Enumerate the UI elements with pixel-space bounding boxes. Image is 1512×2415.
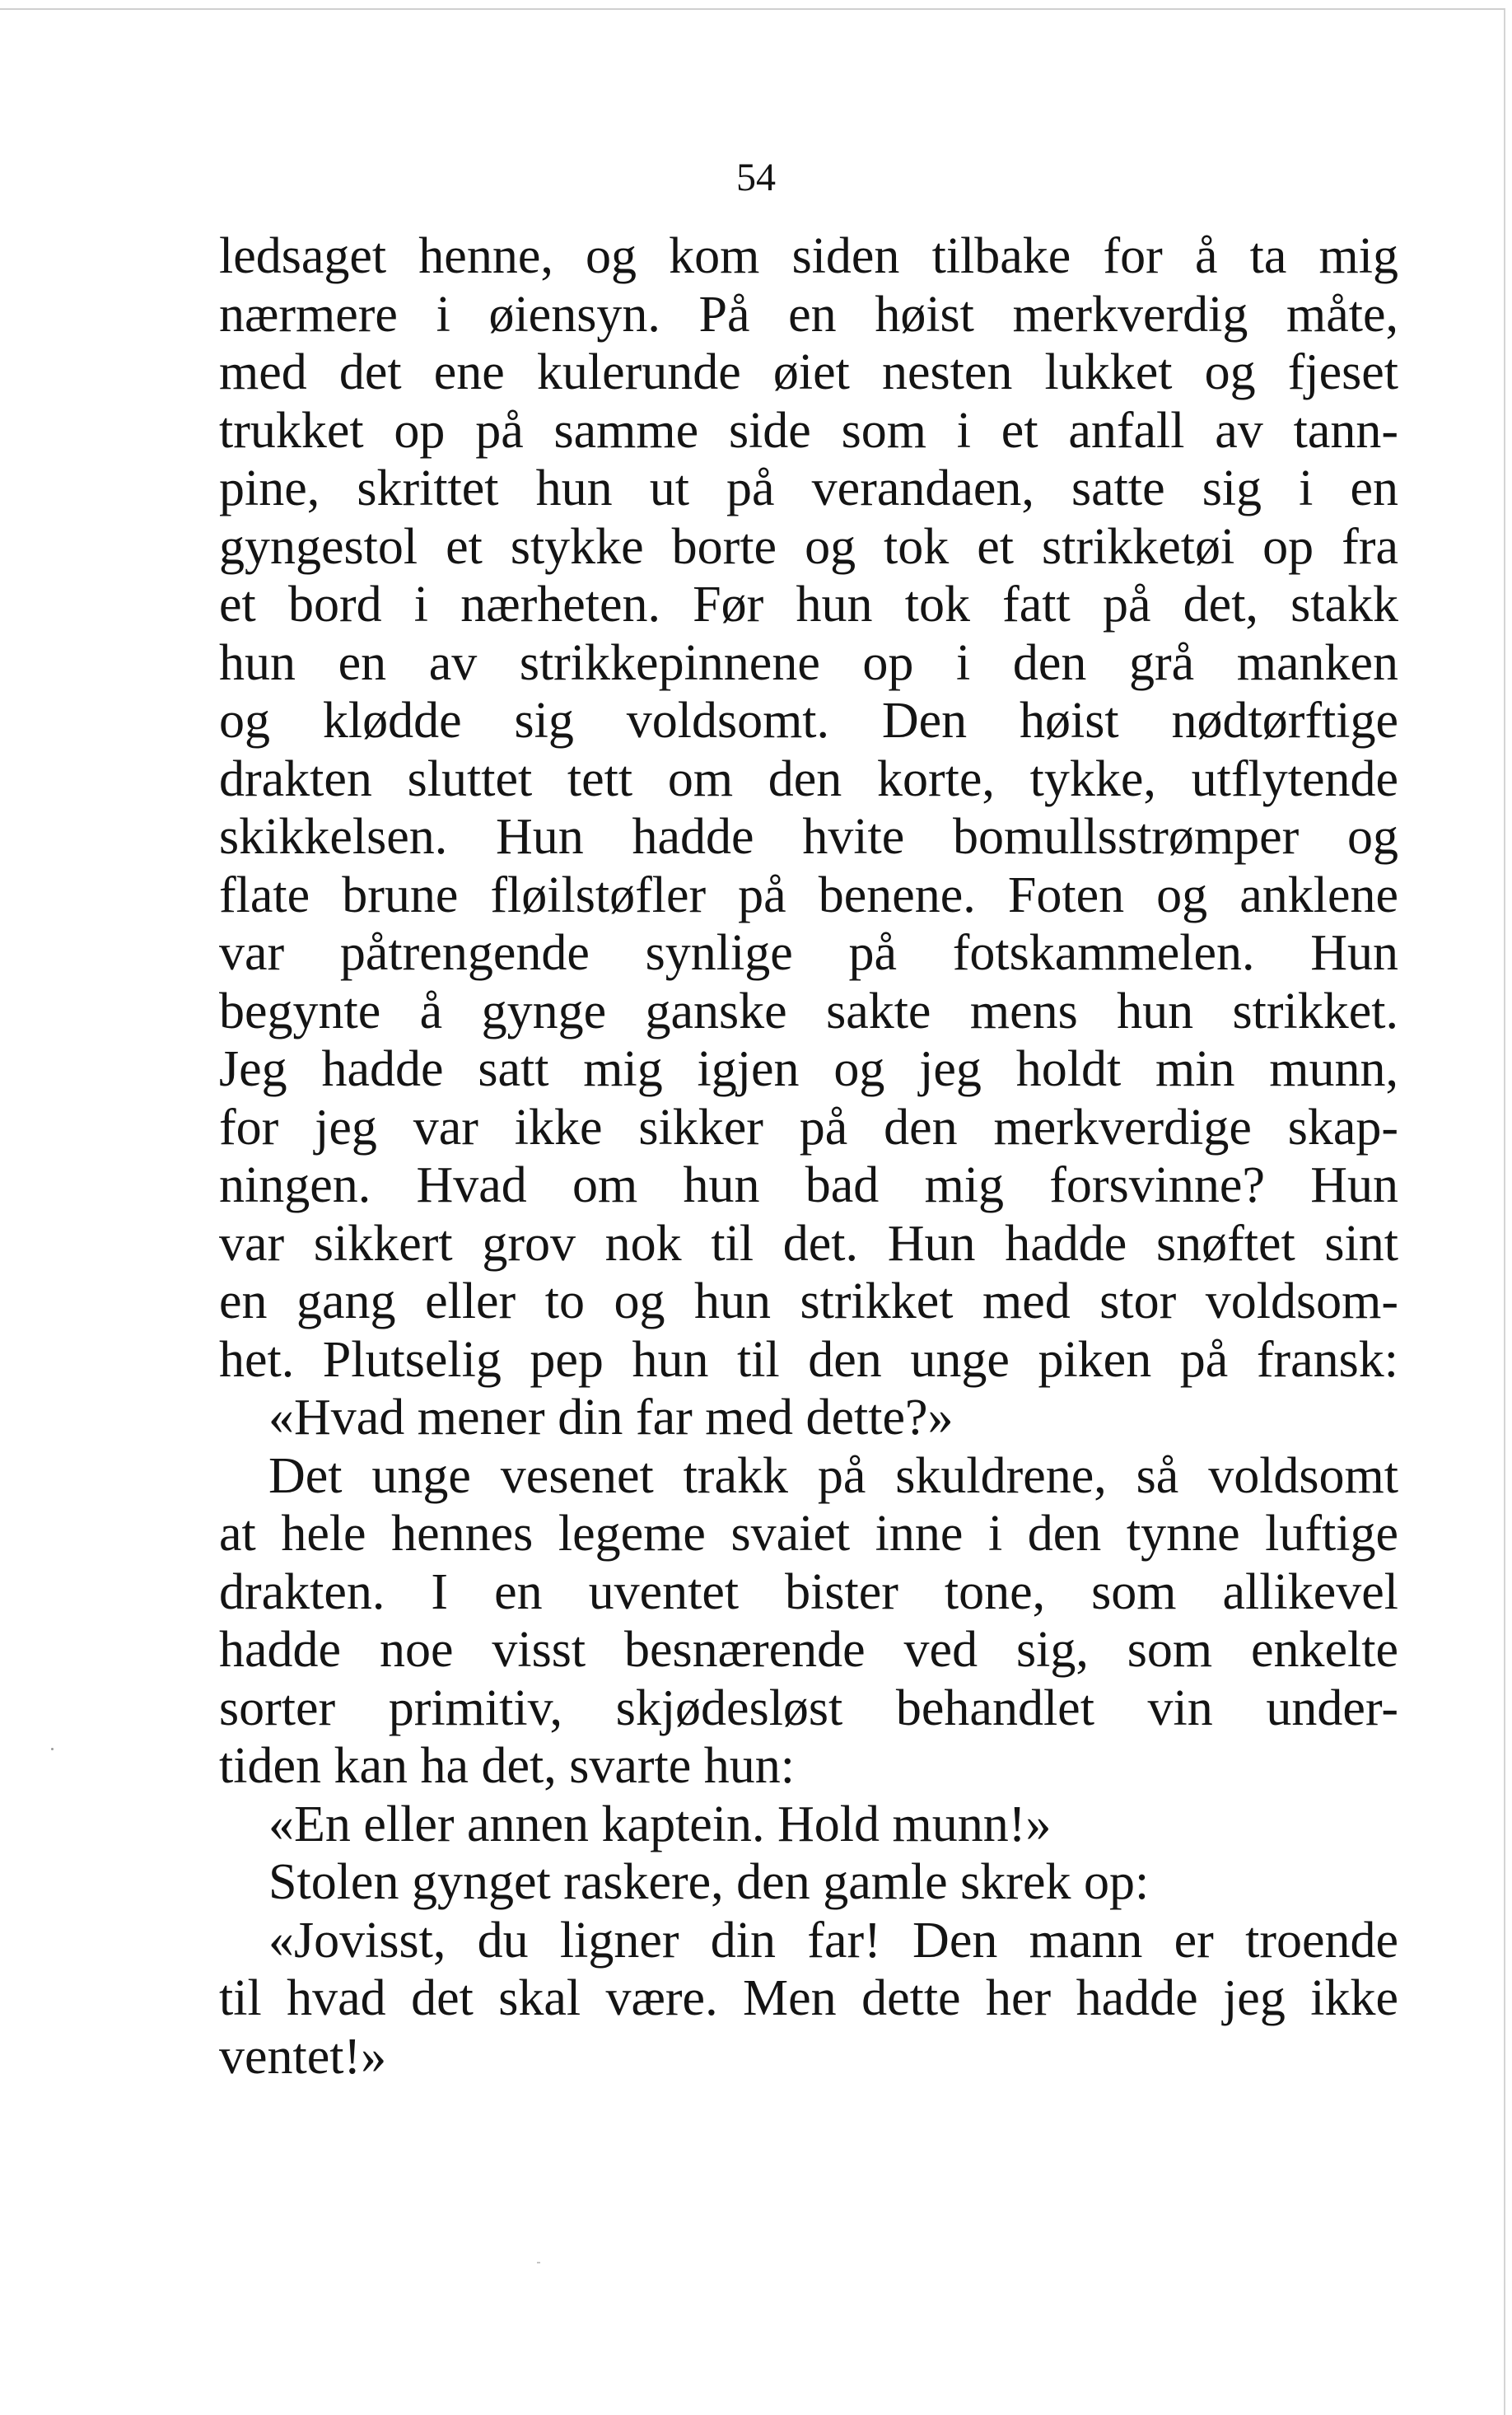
text-line: flate brune fløilstøfler på benene. Foten og anklene bbox=[219, 867, 1398, 923]
text-line: begynte å gynge ganske sakte mens hun strikket. bbox=[219, 983, 1398, 1039]
text-line: og klødde sig voldsomt. Den høist nødtørftige bbox=[219, 693, 1398, 749]
text-line: hun en av strikkepinnene op i den grå manken bbox=[219, 634, 1398, 691]
text-line: for jeg var ikke sikker på den merkverdige skap- bbox=[219, 1099, 1398, 1156]
page-number: 54 bbox=[736, 156, 776, 199]
body-text bbox=[219, 227, 1398, 2086]
text-line: drakten sluttet tett om den korte, tykke, utflytende bbox=[219, 750, 1398, 807]
text-line: trukket op på samme side som i et anfall av tann- bbox=[219, 402, 1398, 459]
text-line: skikkelsen. Hun hadde hvite bomullsstrømper og bbox=[219, 809, 1398, 865]
paper-speck bbox=[537, 2262, 540, 2263]
text-line: var påtrengende synlige på fotskammelen. Hun bbox=[219, 925, 1398, 981]
text-line: at hele hennes legeme svaiet inne i den tynne luftige bbox=[219, 1506, 1398, 1562]
text-line: til hvad det skal være. Men dette her hadde jeg ikke bbox=[219, 1970, 1398, 2026]
text-line: sorter primitiv, skjødesløst behandlet vin under- bbox=[219, 1679, 1398, 1736]
paper-speck bbox=[51, 1748, 54, 1750]
text-line: var sikkert grov nok til det. Hun hadde snøftet sint bbox=[219, 1215, 1398, 1272]
text-line: Det unge vesenet trakk på skuldrene, så voldsomt bbox=[268, 1447, 1398, 1504]
text-line: et bord i nærheten. Før hun tok fatt på det, stakk bbox=[219, 577, 1398, 633]
text-line: pine, skrittet hun ut på verandaen, satte sig i en bbox=[219, 460, 1398, 516]
text-line: «Jovisst, du ligner din far! Den mann er troende bbox=[268, 1912, 1398, 1969]
text-line: het. Plutselig pep hun til den unge piken på fransk: bbox=[219, 1331, 1398, 1388]
text-line: ningen. Hvad om hun bad mig forsvinne? Hun bbox=[219, 1157, 1398, 1213]
text-line: ventet!» bbox=[219, 2028, 387, 2085]
text-line: «En eller annen kaptein. Hold munn!» bbox=[268, 1796, 1052, 1852]
text-line: gyngestol et stykke borte og tok et strikketøi op fra bbox=[219, 518, 1398, 575]
text-line: hadde noe visst besnærende ved sig, som enkelte bbox=[219, 1622, 1398, 1678]
text-line: en gang eller to og hun strikket med stor voldsom- bbox=[219, 1273, 1398, 1329]
text-line: Jeg hadde satt mig igjen og jeg holdt min munn, bbox=[219, 1041, 1398, 1097]
text-line: nærmere i øiensyn. På en høist merkverdig måte, bbox=[219, 286, 1398, 343]
text-line: tiden kan ha det, svarte hun: bbox=[219, 1738, 796, 1794]
text-line: Stolen gynget raskere, den gamle skrek op: bbox=[268, 1854, 1150, 1910]
text-line: ledsaget henne, og kom siden tilbake for å ta mig bbox=[219, 228, 1398, 284]
text-line: «Hvad mener din far med dette?» bbox=[268, 1390, 954, 1446]
text-line: drakten. I en uventet bister tone, som allikevel bbox=[219, 1563, 1398, 1620]
text-line: med det ene kulerunde øiet nesten lukket og fjeset bbox=[219, 344, 1398, 400]
